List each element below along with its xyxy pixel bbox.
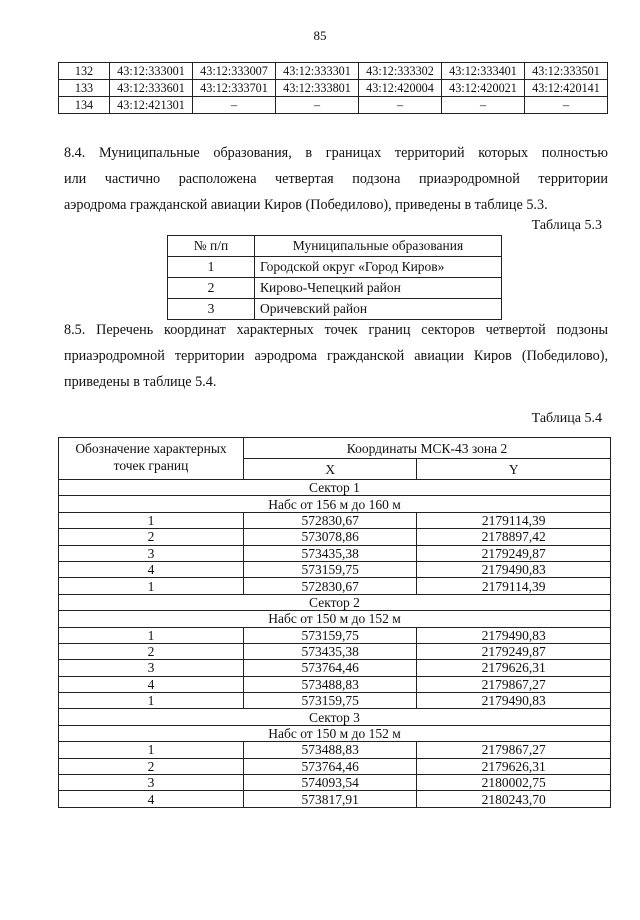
municipality-name: Кирово-Чепецкий район <box>255 278 502 299</box>
cadastral-number: – <box>193 97 276 114</box>
table-row <box>59 512 611 528</box>
coord-x: 572830,67 <box>244 512 417 528</box>
cadastral-number: 43:12:420021 <box>442 80 525 97</box>
point-number: 1 <box>59 512 244 528</box>
cadastral-number: 43:12:333302 <box>359 63 442 80</box>
paragraph-line: 8.4. Муниципальные образования, в границах территорий которых полностью <box>64 145 608 161</box>
header-municipalities: Муниципальные образования <box>255 236 502 257</box>
row-number: 133 <box>59 80 110 97</box>
paragraph-line: или частично расположена четвертая подзона приаэродромной территории <box>64 171 608 187</box>
coord-x: 573159,75 <box>244 627 417 643</box>
table-row <box>59 660 611 676</box>
table-row <box>59 758 611 774</box>
table-row <box>59 643 611 659</box>
header-coords: Координаты МСК-43 зона 2 <box>244 438 611 459</box>
table-row <box>59 80 608 97</box>
point-number: 1 <box>59 627 244 643</box>
coord-y: 2180243,70 <box>417 791 611 807</box>
sector-height-row <box>59 611 611 627</box>
coord-x: 573159,75 <box>244 561 417 577</box>
table-header-row <box>168 236 502 257</box>
row-number: 132 <box>59 63 110 80</box>
paragraph-line: приведены в таблице 5.4. <box>64 374 217 390</box>
table-row <box>59 693 611 709</box>
cadastral-number: 43:12:333007 <box>193 63 276 80</box>
point-number: 1 <box>59 693 244 709</box>
cadastral-number: 43:12:333001 <box>110 63 193 80</box>
cadastral-number: – <box>525 97 608 114</box>
table-row <box>59 676 611 692</box>
coord-x: 573764,46 <box>244 660 417 676</box>
table-row <box>59 545 611 561</box>
coord-y: 2179249,87 <box>417 643 611 659</box>
coord-y: 2179626,31 <box>417 660 611 676</box>
cadastral-number: 43:12:333801 <box>276 80 359 97</box>
sector-title: Сектор 3 <box>59 709 611 725</box>
cadastral-number: 43:12:421301 <box>110 97 193 114</box>
table-row <box>168 278 502 299</box>
coord-x: 573488,83 <box>244 676 417 692</box>
cadastral-table <box>58 62 608 114</box>
table-row <box>59 529 611 545</box>
paragraph-line: приаэродромной территории аэродрома гражданской авиации Киров (Победилово), <box>64 348 608 364</box>
coord-x: 573159,75 <box>244 693 417 709</box>
sector-title-row <box>59 709 611 725</box>
table-row <box>59 742 611 758</box>
point-number: 2 <box>59 529 244 545</box>
page-number: 85 <box>313 28 327 43</box>
row-number: 1 <box>168 257 255 278</box>
coord-x: 573764,46 <box>244 758 417 774</box>
sector-title-row <box>59 480 611 496</box>
table-row <box>59 791 611 807</box>
sector-height: Набс от 150 м до 152 м <box>59 725 611 741</box>
coord-y: 2179490,83 <box>417 561 611 577</box>
coord-y: 2179626,31 <box>417 758 611 774</box>
header-y: Y <box>417 459 611 480</box>
table-row <box>59 627 611 643</box>
coord-x: 574093,54 <box>244 775 417 791</box>
sector-title-row <box>59 594 611 610</box>
sector-height-row <box>59 725 611 741</box>
cadastral-number: 43:12:333601 <box>110 80 193 97</box>
coord-x: 573435,38 <box>244 545 417 561</box>
coord-y: 2179490,83 <box>417 693 611 709</box>
cadastral-number: 43:12:420141 <box>525 80 608 97</box>
paragraph-line: 8.5. Перечень координат характерных точек границ секторов четвертой подзоны <box>64 322 608 338</box>
coord-y: 2179249,87 <box>417 545 611 561</box>
header-points: Обозначение характерных точек границ <box>59 438 244 480</box>
row-number: 134 <box>59 97 110 114</box>
coord-x: 573078,86 <box>244 529 417 545</box>
paragraph-8-5 <box>64 317 608 395</box>
sector-title: Сектор 2 <box>59 594 611 610</box>
point-number: 1 <box>59 742 244 758</box>
table-5-4 <box>58 437 611 808</box>
row-number: 2 <box>168 278 255 299</box>
municipality-name: Городской округ «Город Киров» <box>255 257 502 278</box>
sector-title: Сектор 1 <box>59 480 611 496</box>
point-number: 4 <box>59 561 244 577</box>
sector-height-row <box>59 496 611 512</box>
cadastral-number: 43:12:333501 <box>525 63 608 80</box>
table-5-4-caption: Таблица 5.4 <box>531 411 602 426</box>
coord-y: 2179114,39 <box>417 578 611 594</box>
cadastral-number: – <box>359 97 442 114</box>
table-row <box>59 97 608 114</box>
cadastral-number: 43:12:333401 <box>442 63 525 80</box>
coord-y: 2179867,27 <box>417 742 611 758</box>
coord-x: 572830,67 <box>244 578 417 594</box>
paragraph-line: аэродрома гражданской авиации Киров (Победилово), приведены в таблице 5.3. <box>64 197 548 213</box>
municipality-name: Оричевский район <box>255 299 502 320</box>
header-x: X <box>244 459 417 480</box>
coord-x: 573488,83 <box>244 742 417 758</box>
table-header-row <box>59 438 611 459</box>
coord-y: 2179490,83 <box>417 627 611 643</box>
point-number: 3 <box>59 660 244 676</box>
table-row <box>59 578 611 594</box>
cadastral-number: 43:12:420004 <box>359 80 442 97</box>
table-row <box>168 257 502 278</box>
row-number: 3 <box>168 299 255 320</box>
table-row <box>59 561 611 577</box>
coord-y: 2178897,42 <box>417 529 611 545</box>
point-number: 3 <box>59 775 244 791</box>
paragraph-8-4 <box>64 140 608 218</box>
coord-x: 573817,91 <box>244 791 417 807</box>
point-number: 1 <box>59 578 244 594</box>
point-number: 4 <box>59 676 244 692</box>
point-number: 2 <box>59 758 244 774</box>
table-5-3 <box>167 235 502 320</box>
header-number: № п/п <box>168 236 255 257</box>
point-number: 3 <box>59 545 244 561</box>
sector-height: Набс от 156 м до 160 м <box>59 496 611 512</box>
cadastral-number: – <box>442 97 525 114</box>
cadastral-number: – <box>276 97 359 114</box>
coord-y: 2179867,27 <box>417 676 611 692</box>
sector-height: Набс от 150 м до 152 м <box>59 611 611 627</box>
coord-x: 573435,38 <box>244 643 417 659</box>
table-row <box>59 63 608 80</box>
point-number: 4 <box>59 791 244 807</box>
coord-y: 2180002,75 <box>417 775 611 791</box>
cadastral-number: 43:12:333301 <box>276 63 359 80</box>
point-number: 2 <box>59 643 244 659</box>
coord-y: 2179114,39 <box>417 512 611 528</box>
table-5-3-caption: Таблица 5.3 <box>531 218 602 233</box>
cadastral-number: 43:12:333701 <box>193 80 276 97</box>
table-row <box>59 775 611 791</box>
